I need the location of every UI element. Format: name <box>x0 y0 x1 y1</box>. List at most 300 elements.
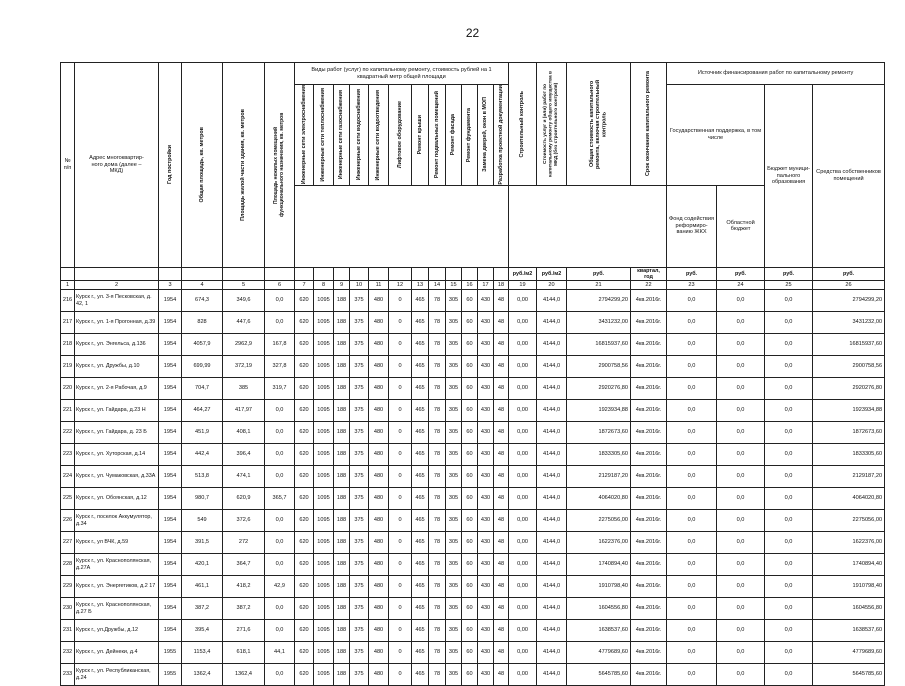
table-cell: 430 <box>478 466 494 488</box>
table-cell: 1954 <box>159 312 182 334</box>
header-w-electric: Инженерные сети электроснабжения <box>295 85 314 186</box>
table-cell: 375 <box>350 642 369 664</box>
column-number: 9 <box>334 281 350 290</box>
column-number: 17 <box>478 281 494 290</box>
table-cell: 0 <box>389 488 412 510</box>
table-cell: 465 <box>412 444 429 466</box>
table-cell: 227 <box>61 532 75 554</box>
table-cell: 375 <box>350 422 369 444</box>
table-cell: 78 <box>429 444 446 466</box>
table-cell: 375 <box>350 664 369 686</box>
table-cell: 16815937,60 <box>567 334 631 356</box>
table-cell: 48 <box>494 642 509 664</box>
table-cell: 465 <box>412 554 429 576</box>
table-cell: 4кв.2016г. <box>631 466 667 488</box>
table-cell: 620 <box>295 400 314 422</box>
table-cell: 60 <box>462 598 478 620</box>
table-cell: 60 <box>462 554 478 576</box>
column-number: 24 <box>717 281 765 290</box>
table-cell: 1095 <box>314 642 334 664</box>
header-deadline: Срок окончания капитального ремонта <box>631 63 667 186</box>
table-cell: 4кв.2016г. <box>631 378 667 400</box>
address-cell: Курск г., ул. 2-я Рабочая, д.9 <box>75 378 159 400</box>
table-cell: 430 <box>478 334 494 356</box>
header-financing-group: Источник финансирования работ по капитальному ремонту <box>667 63 885 85</box>
table-cell: 305 <box>446 554 462 576</box>
table-cell: 0 <box>389 444 412 466</box>
table-cell: 1604556,80 <box>567 598 631 620</box>
table-cell: 188 <box>334 356 350 378</box>
table-cell: 0,0 <box>717 378 765 400</box>
table-cell: 465 <box>412 576 429 598</box>
table-cell: 375 <box>350 290 369 312</box>
table-cell: 78 <box>429 290 446 312</box>
table-cell: 620 <box>295 620 314 642</box>
table-cell: 228 <box>61 554 75 576</box>
table-cell: 620 <box>295 290 314 312</box>
table-cell: 474,1 <box>223 466 265 488</box>
table-cell: 1954 <box>159 422 182 444</box>
table-cell: 1638537,60 <box>567 620 631 642</box>
table-cell: 4кв.2016г. <box>631 290 667 312</box>
table-cell: 0,0 <box>717 664 765 686</box>
table-cell: 4064020,80 <box>813 488 885 510</box>
table-cell: 0,0 <box>765 290 813 312</box>
table-cell: 1954 <box>159 356 182 378</box>
unit-own: руб. <box>813 267 885 280</box>
table-cell: 0 <box>389 598 412 620</box>
table-cell: 0,0 <box>265 532 295 554</box>
table-cell: 305 <box>446 620 462 642</box>
table-cell: 375 <box>350 400 369 422</box>
table-cell: 480 <box>369 312 389 334</box>
table-cell: 0 <box>389 664 412 686</box>
table-cell: 465 <box>412 378 429 400</box>
address-cell: Курск г., ул. Энергетиков, д.2 17 <box>75 576 159 598</box>
table-cell: 4144,0 <box>537 532 567 554</box>
table-cell: 48 <box>494 466 509 488</box>
address-cell: Курск г., ул. 1-я Прогонная, д.39 <box>75 312 159 334</box>
table-cell: 620 <box>295 510 314 532</box>
table-cell: 375 <box>350 598 369 620</box>
table-cell: 231 <box>61 620 75 642</box>
table-cell: 232 <box>61 642 75 664</box>
table-cell: 1954 <box>159 400 182 422</box>
table-cell: 620 <box>295 444 314 466</box>
table-cell: 620 <box>295 488 314 510</box>
table-row <box>61 554 885 576</box>
table-cell: 0,0 <box>765 554 813 576</box>
table-cell: 188 <box>334 554 350 576</box>
table-cell: 430 <box>478 576 494 598</box>
table-cell: 620 <box>295 664 314 686</box>
table-cell: 1955 <box>159 642 182 664</box>
table-cell: 372,19 <box>223 356 265 378</box>
table-cell: 4144,0 <box>537 466 567 488</box>
table-cell: 674,3 <box>182 290 223 312</box>
table-cell: 60 <box>462 466 478 488</box>
table-cell: 0,0 <box>765 510 813 532</box>
table-cell: 1622376,00 <box>567 532 631 554</box>
header-cost-spacer <box>509 185 667 267</box>
header-control: Строительный контроль <box>509 63 537 186</box>
column-number: 25 <box>765 281 813 290</box>
table-cell: 1910798,40 <box>567 576 631 598</box>
table-cell: 5645785,60 <box>813 664 885 686</box>
table-cell: 305 <box>446 598 462 620</box>
table-cell: 60 <box>462 444 478 466</box>
table-cell: 430 <box>478 378 494 400</box>
header-w-lift: Лифтовое оборудование <box>389 85 412 186</box>
column-number: 21 <box>567 281 631 290</box>
table-cell: 60 <box>462 510 478 532</box>
table-cell: 1923934,88 <box>813 400 885 422</box>
table-cell: 387,2 <box>182 598 223 620</box>
table-cell: 78 <box>429 554 446 576</box>
table-cell: 78 <box>429 356 446 378</box>
table-cell: 0 <box>389 642 412 664</box>
table-cell: 0,0 <box>717 642 765 664</box>
table-cell: 1954 <box>159 620 182 642</box>
column-number: 10 <box>350 281 369 290</box>
table-cell: 0,0 <box>717 312 765 334</box>
table-cell: 60 <box>462 532 478 554</box>
table-cell: 0,0 <box>265 620 295 642</box>
table-cell: 0,00 <box>509 598 537 620</box>
table-cell: 1095 <box>314 620 334 642</box>
table-cell: 0,0 <box>717 510 765 532</box>
table-cell: 0 <box>389 466 412 488</box>
table-cell: 480 <box>369 356 389 378</box>
column-number: 3 <box>159 281 182 290</box>
address-cell: Курск г., ул. Хуторская, д.14 <box>75 444 159 466</box>
table-cell: 0,0 <box>765 642 813 664</box>
table-cell: 0,00 <box>509 510 537 532</box>
table-cell: 48 <box>494 290 509 312</box>
table-cell: 0,0 <box>765 576 813 598</box>
header-works-spacer <box>295 185 509 267</box>
table-cell: 4057,9 <box>182 334 223 356</box>
table-cell: 0,00 <box>509 312 537 334</box>
table-cell: 222 <box>61 422 75 444</box>
table-row <box>61 290 885 312</box>
table-cell: 60 <box>462 378 478 400</box>
table-cell: 430 <box>478 400 494 422</box>
table-cell: 1954 <box>159 554 182 576</box>
table-cell: 48 <box>494 532 509 554</box>
table-cell: 4144,0 <box>537 510 567 532</box>
table-cell: 430 <box>478 620 494 642</box>
table-cell: 620 <box>295 554 314 576</box>
table-cell: 0,0 <box>765 378 813 400</box>
header-w-design: Разработка проектной документации <box>494 85 509 186</box>
table-cell: 375 <box>350 312 369 334</box>
table-cell: 451,9 <box>182 422 223 444</box>
column-number: 23 <box>667 281 717 290</box>
table-cell: 430 <box>478 598 494 620</box>
table-cell: 48 <box>494 598 509 620</box>
table-cell: 0,0 <box>717 598 765 620</box>
table-cell: 620 <box>295 598 314 620</box>
table-cell: 305 <box>446 422 462 444</box>
table-cell: 44,1 <box>265 642 295 664</box>
table-cell: 480 <box>369 598 389 620</box>
table-cell: 1362,4 <box>223 664 265 686</box>
header-year: Год постройки <box>159 63 182 268</box>
table-cell: 2920276,80 <box>567 378 631 400</box>
table-cell: 375 <box>350 554 369 576</box>
table-cell: 430 <box>478 664 494 686</box>
table-cell: 4144,0 <box>537 488 567 510</box>
table-cell: 0 <box>389 620 412 642</box>
table-cell: 465 <box>412 290 429 312</box>
table-cell: 430 <box>478 510 494 532</box>
header-total-area: Общая площадь, кв. метров <box>182 63 223 268</box>
table-cell: 365,7 <box>265 488 295 510</box>
table-cell: 620 <box>295 532 314 554</box>
table-cell: 4144,0 <box>537 290 567 312</box>
table-cell: 42,9 <box>265 576 295 598</box>
table-cell: 0,0 <box>765 532 813 554</box>
table-cell: 0,0 <box>667 400 717 422</box>
table-cell: 375 <box>350 356 369 378</box>
table-cell: 0,00 <box>509 378 537 400</box>
table-cell: 5645785,60 <box>567 664 631 686</box>
table-cell: 1954 <box>159 444 182 466</box>
table-cell: 0,0 <box>667 532 717 554</box>
table-cell: 4кв.2016г. <box>631 554 667 576</box>
table-cell: 305 <box>446 642 462 664</box>
header-w-doors: Замена дверей, окон в МОП <box>478 85 494 186</box>
table-cell: 430 <box>478 356 494 378</box>
table-cell: 1638537,60 <box>813 620 885 642</box>
table-cell: 2920276,80 <box>813 378 885 400</box>
table-cell: 78 <box>429 488 446 510</box>
table-row <box>61 422 885 444</box>
table-cell: 60 <box>462 400 478 422</box>
table-cell: 1095 <box>314 532 334 554</box>
table-row <box>61 598 885 620</box>
table-cell: 0,0 <box>265 664 295 686</box>
table-cell: 375 <box>350 620 369 642</box>
table-cell: 408,1 <box>223 422 265 444</box>
table-row <box>61 378 885 400</box>
table-cell: 0 <box>389 334 412 356</box>
table-cell: 2962,9 <box>223 334 265 356</box>
capital-repair-table <box>60 62 885 686</box>
units-row <box>61 267 885 280</box>
table-cell: 1954 <box>159 466 182 488</box>
column-number: 13 <box>412 281 429 290</box>
table-cell: 375 <box>350 378 369 400</box>
table-cell: 4779689,60 <box>813 642 885 664</box>
table-cell: 465 <box>412 356 429 378</box>
table-cell: 229 <box>61 576 75 598</box>
table-cell: 396,4 <box>223 444 265 466</box>
table-cell: 0,0 <box>717 532 765 554</box>
table-cell: 1095 <box>314 312 334 334</box>
table-cell: 305 <box>446 664 462 686</box>
table-cell: 480 <box>369 290 389 312</box>
table-cell: 0,0 <box>717 334 765 356</box>
table-cell: 418,2 <box>223 576 265 598</box>
table-cell: 375 <box>350 510 369 532</box>
table-cell: 1954 <box>159 598 182 620</box>
table-cell: 0,0 <box>667 378 717 400</box>
table-cell: 442,4 <box>182 444 223 466</box>
table-cell: 0,00 <box>509 642 537 664</box>
table-row <box>61 400 885 422</box>
table-cell: 620 <box>295 356 314 378</box>
header-residential-area: Площадь жилой части здания, кв. метров <box>223 63 265 268</box>
table-cell: 465 <box>412 466 429 488</box>
column-number: 7 <box>295 281 314 290</box>
table-cell: 233 <box>61 664 75 686</box>
table-cell: 0,0 <box>717 444 765 466</box>
table-cell: 0,0 <box>667 554 717 576</box>
table-cell: 0,00 <box>509 290 537 312</box>
table-cell: 0,0 <box>765 466 813 488</box>
table-cell: 78 <box>429 422 446 444</box>
table-cell: 188 <box>334 510 350 532</box>
table-cell: 480 <box>369 444 389 466</box>
table-cell: 272 <box>223 532 265 554</box>
table-cell: 480 <box>369 532 389 554</box>
table-cell: 618,1 <box>223 642 265 664</box>
table-cell: 620 <box>295 576 314 598</box>
table-cell: 48 <box>494 444 509 466</box>
address-cell: Курск г., ул ВЧК, д.59 <box>75 532 159 554</box>
table-cell: 48 <box>494 422 509 444</box>
column-number: 6 <box>265 281 295 290</box>
table-cell: 78 <box>429 378 446 400</box>
table-cell: 4кв.2016г. <box>631 312 667 334</box>
table-cell: 3431232,00 <box>813 312 885 334</box>
table-cell: 1095 <box>314 554 334 576</box>
table-cell: 364,7 <box>223 554 265 576</box>
table-cell: 226 <box>61 510 75 532</box>
table-cell: 2275056,00 <box>813 510 885 532</box>
table-cell: 4144,0 <box>537 598 567 620</box>
table-cell: 271,6 <box>223 620 265 642</box>
table-cell: 464,27 <box>182 400 223 422</box>
table-cell: 60 <box>462 620 478 642</box>
table-cell: 78 <box>429 532 446 554</box>
table-cell: 465 <box>412 598 429 620</box>
table-cell: 2794299,20 <box>567 290 631 312</box>
table-cell: 0,0 <box>265 400 295 422</box>
table-cell: 0,0 <box>765 664 813 686</box>
header-state-support: Государственная поддержка, в том числе <box>667 85 765 186</box>
table-cell: 0,00 <box>509 620 537 642</box>
table-cell: 0,0 <box>265 312 295 334</box>
table-cell: 60 <box>462 334 478 356</box>
table-cell: 1095 <box>314 510 334 532</box>
table-cell: 0,00 <box>509 356 537 378</box>
table-cell: 0,0 <box>265 554 295 576</box>
table-cell: 1872673,60 <box>567 422 631 444</box>
table-cell: 480 <box>369 510 389 532</box>
address-cell: Курск г., поселок Аккумулятор, д.34 <box>75 510 159 532</box>
table-cell: 0,0 <box>667 620 717 642</box>
table-cell: 2794299,20 <box>813 290 885 312</box>
table-cell: 0 <box>389 400 412 422</box>
table-cell: 349,6 <box>223 290 265 312</box>
table-cell: 188 <box>334 422 350 444</box>
header-own-funds: Средства собственников помещений <box>813 85 885 268</box>
table-cell: 375 <box>350 334 369 356</box>
table-cell: 0,0 <box>717 422 765 444</box>
table-row <box>61 510 885 532</box>
table-cell: 0,0 <box>667 290 717 312</box>
table-cell: 0,00 <box>509 422 537 444</box>
table-cell: 217 <box>61 312 75 334</box>
column-number: 4 <box>182 281 223 290</box>
table-cell: 430 <box>478 312 494 334</box>
table-cell: 305 <box>446 356 462 378</box>
address-cell: Курск г., ул. Гайдара, д. 23 Б <box>75 422 159 444</box>
table-cell: 4144,0 <box>537 378 567 400</box>
table-cell: 4кв.2016г. <box>631 598 667 620</box>
table-cell: 48 <box>494 620 509 642</box>
table-cell: 0 <box>389 510 412 532</box>
table-cell: 465 <box>412 312 429 334</box>
table-cell: 220 <box>61 378 75 400</box>
table-cell: 0,0 <box>667 334 717 356</box>
table-cell: 465 <box>412 488 429 510</box>
table-cell: 0,00 <box>509 400 537 422</box>
table-cell: 78 <box>429 598 446 620</box>
table-cell: 1872673,60 <box>813 422 885 444</box>
table-cell: 0,0 <box>765 444 813 466</box>
table-cell: 221 <box>61 400 75 422</box>
table-cell: 0 <box>389 532 412 554</box>
table-cell: 223 <box>61 444 75 466</box>
table-cell: 78 <box>429 664 446 686</box>
table-cell: 4144,0 <box>537 576 567 598</box>
table-cell: 417,97 <box>223 400 265 422</box>
table-cell: 1954 <box>159 378 182 400</box>
unit-regional: руб. <box>717 267 765 280</box>
table-cell: 1604556,80 <box>813 598 885 620</box>
table-cell: 375 <box>350 488 369 510</box>
table-cell: 0,00 <box>509 334 537 356</box>
table-cell: 430 <box>478 290 494 312</box>
table-cell: 385 <box>223 378 265 400</box>
address-cell: Курск г., ул. Краснополянская, д.27 Б <box>75 598 159 620</box>
column-number: 26 <box>813 281 885 290</box>
header-w-foundation: Ремонт фундамента <box>462 85 478 186</box>
table-cell: 60 <box>462 664 478 686</box>
table-cell: 1955 <box>159 664 182 686</box>
table-cell: 480 <box>369 554 389 576</box>
table-cell: 4кв.2016г. <box>631 356 667 378</box>
table-cell: 0,00 <box>509 488 537 510</box>
table-cell: 0,0 <box>667 356 717 378</box>
header-num: № п/п <box>61 63 75 268</box>
address-cell: Курск г., ул.Дружбы, д.12 <box>75 620 159 642</box>
unit-cost-per-sqm: руб./м2 <box>537 267 567 280</box>
table-cell: 1095 <box>314 378 334 400</box>
table-cell: 620 <box>295 312 314 334</box>
unit-control: руб./м2 <box>509 267 537 280</box>
address-cell: Курск г., ул. Дейнеки, д.4 <box>75 642 159 664</box>
table-cell: 480 <box>369 664 389 686</box>
table-cell: 230 <box>61 598 75 620</box>
table-cell: 167,8 <box>265 334 295 356</box>
table-cell: 78 <box>429 466 446 488</box>
table-cell: 48 <box>494 664 509 686</box>
